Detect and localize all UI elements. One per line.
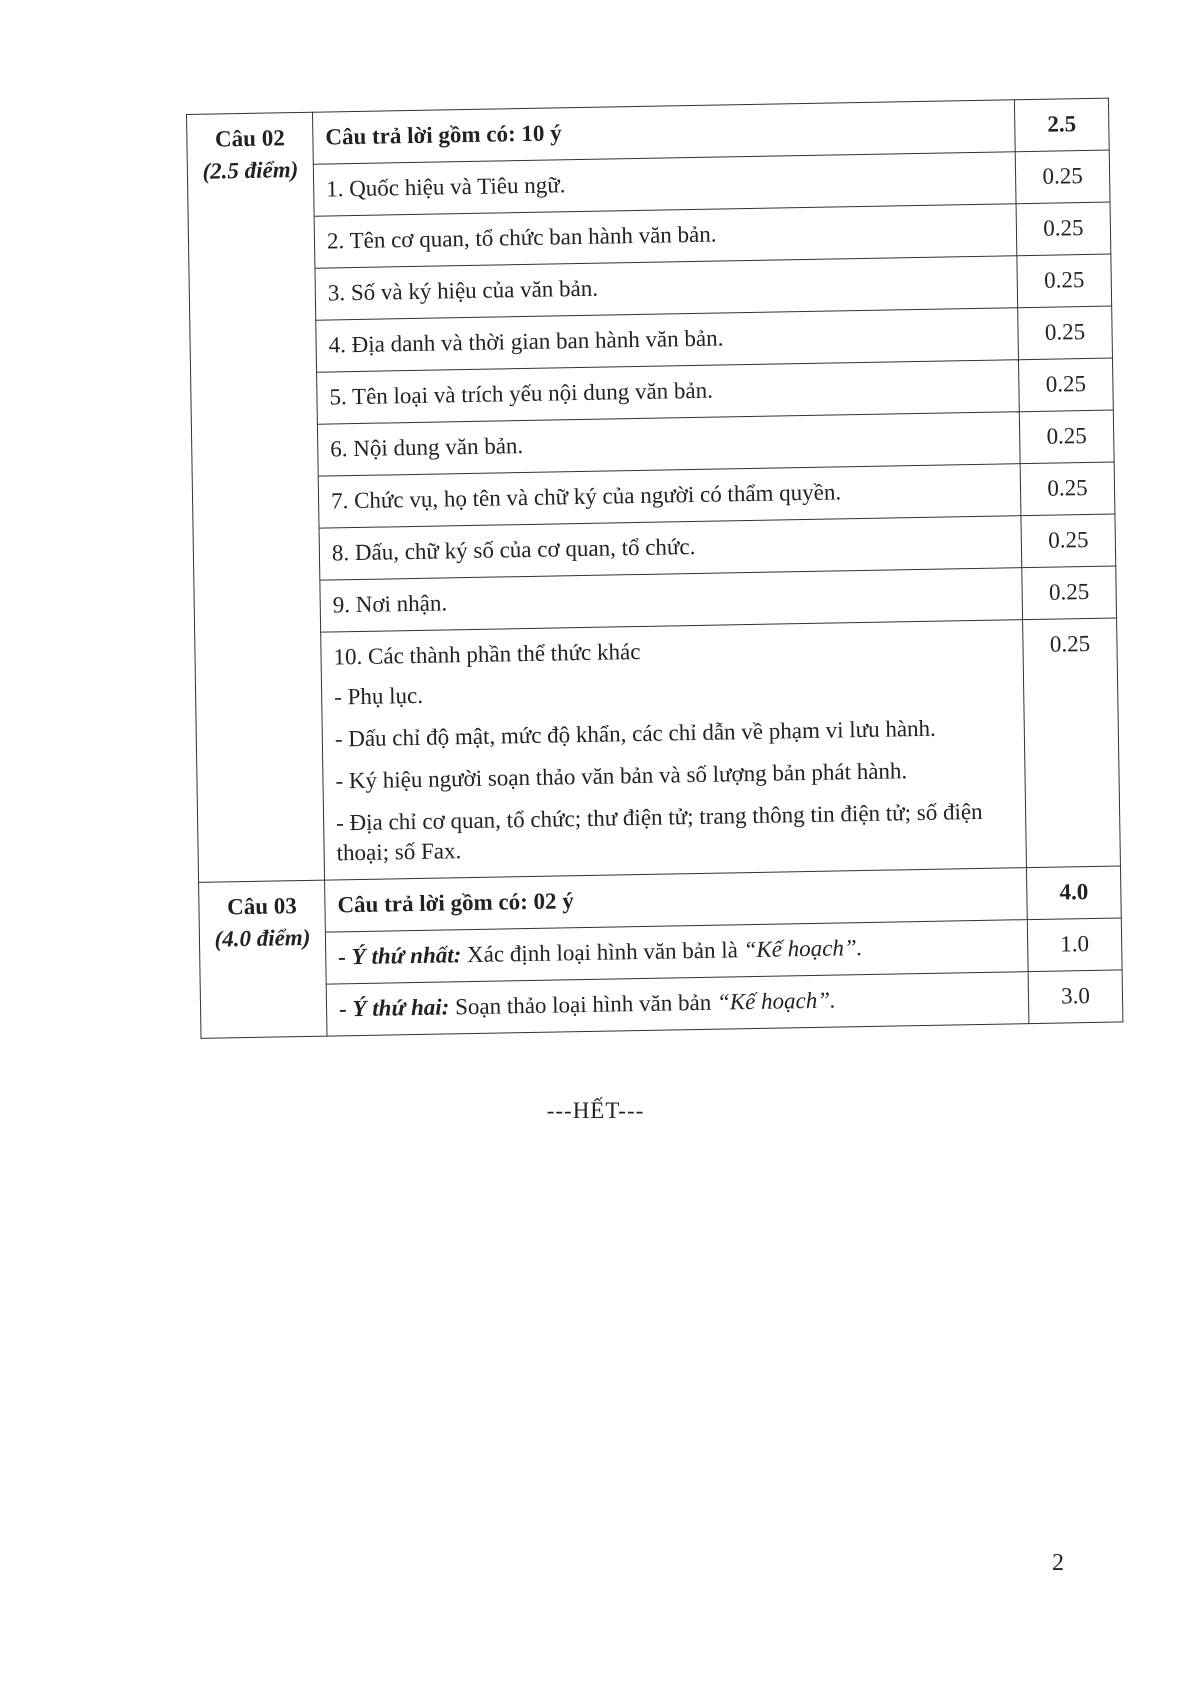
criterion-score: 0.25	[1022, 566, 1117, 620]
question-2-total: 2.5	[1014, 98, 1109, 152]
question-3-summary: Câu trả lời gồm có: 02 ý	[325, 868, 1028, 932]
answer-key-table	[186, 98, 1123, 1039]
question-2-label-cell	[187, 112, 325, 882]
sub-criterion: - Dấu chỉ độ mật, mức độ khẩn, các chỉ dẫn về phạm vi lưu hành.	[334, 715, 937, 752]
idea-text: Xác định loại hình văn bản là	[461, 937, 744, 968]
idea-quote: “Kế hoạch”.	[716, 987, 836, 1015]
criterion-text: 2. Tên cơ quan, tổ chức ban hành văn bản.	[314, 204, 1017, 268]
criterion-score: 0.25	[1015, 150, 1110, 204]
criterion-score: 0.25	[1018, 306, 1113, 360]
question-2-summary: Câu trả lời gồm có: 10 ý	[312, 100, 1015, 164]
table-row	[195, 618, 1121, 882]
criterion-text: 8. Dấu, chữ ký số của cơ quan, tổ chức.	[319, 516, 1022, 580]
criterion-score: 0.25	[1017, 254, 1112, 308]
page-number: 2	[1052, 1550, 1064, 1576]
criterion-score: 0.25	[1019, 410, 1114, 464]
criterion-text: 9. Nơi nhận.	[320, 568, 1023, 632]
question-2-points: (2.5 điểm)	[202, 157, 299, 184]
question-3-title: Câu 03	[226, 893, 297, 920]
idea-quote: “Kế hoạch”.	[743, 935, 863, 963]
question-3-label-cell	[199, 880, 327, 1038]
criterion-score: 0.25	[1018, 358, 1113, 412]
criterion-text: 10. Các thành phần thể thức khác	[333, 638, 641, 670]
criterion-score: 0.25	[1020, 462, 1115, 516]
criterion-text: 3. Số và ký hiệu của văn bản.	[315, 256, 1018, 320]
criterion-text: 5. Tên loại và trích yếu nội dung văn bản.	[317, 360, 1020, 424]
criterion-text: 6. Nội dung văn bản.	[317, 412, 1020, 476]
question-3-points: (4.0 điểm)	[214, 924, 311, 952]
criterion-text: 4. Địa danh và thời gian ban hành văn bản.	[316, 308, 1019, 372]
question-2-title: Câu 02	[214, 125, 285, 152]
criterion-text: 1. Quốc hiệu và Tiêu ngữ.	[313, 152, 1016, 216]
idea-label: - Ý thứ nhất:	[338, 942, 462, 970]
idea-label: - Ý thứ hai:	[338, 994, 450, 1022]
criterion-score: 3.0	[1028, 970, 1123, 1024]
idea-text: Soạn thảo loại hình văn bản	[449, 989, 718, 1020]
criterion-score: 0.25	[1021, 514, 1116, 568]
criterion-score: 0.25	[1023, 618, 1121, 868]
sub-criterion: - Ký hiệu người soạn thảo văn bản và số lượng bản phát hành.	[335, 758, 908, 794]
idea-2-cell	[326, 972, 1029, 1036]
criterion-score: 1.0	[1027, 918, 1122, 972]
end-marker: ---HẾT---	[546, 1098, 645, 1123]
criterion-score: 0.25	[1016, 202, 1111, 256]
sub-criterion: - Địa chỉ cơ quan, tổ chức; thư điện tử; trang thông tin điện tử; số điện thoại; số Fax.	[335, 798, 983, 866]
criterion-text: 7. Chức vụ, họ tên và chữ ký của người có thẩm quyền.	[318, 464, 1021, 528]
question-3-total: 4.0	[1026, 866, 1121, 920]
sub-criterion: - Phụ lục.	[333, 682, 424, 710]
criterion-10-cell	[321, 620, 1027, 880]
